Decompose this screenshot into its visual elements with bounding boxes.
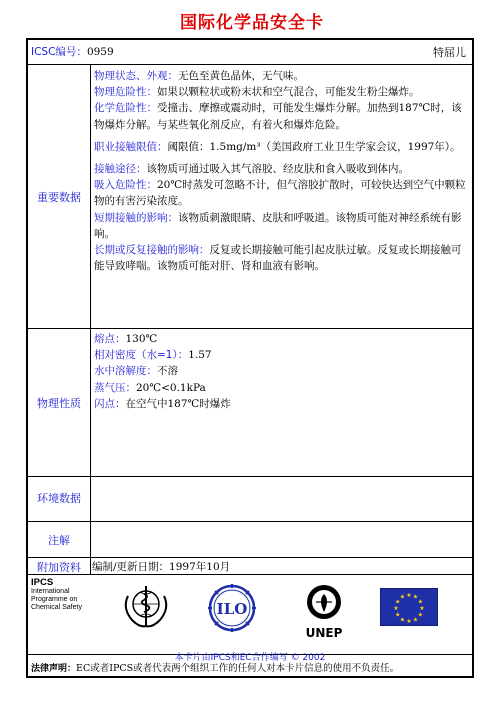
item-long-term: 长期或反复接触的影响：反复或长期接触可能引起皮肤过敏。反复或长期接触可能导致哮喘。该物质可能对肝、肾和血液有影响。 [94, 244, 462, 273]
rule [28, 557, 472, 558]
svg-text:★: ★ [406, 618, 412, 625]
section-label-environment: 环境数据 [37, 492, 81, 505]
item-appearance: 物理状态、外观：无色至黄色晶体，无气味。 [94, 70, 304, 82]
svg-text:★: ★ [395, 598, 401, 606]
ipcs-line: Chemical Safety [31, 604, 82, 611]
item-chemical-hazard: 化学危险性：受撞击、摩擦或震动时，可能发生爆炸分解。加热到187℃时，该物爆炸分解。与某些氧化剂反应，有着火和爆炸危险。 [94, 102, 462, 131]
column-divider [90, 64, 91, 574]
svg-text:★: ★ [406, 592, 412, 599]
rule [28, 328, 472, 329]
who-emblem-icon [120, 582, 172, 632]
cooperation-caption: 本卡片由IPCS和EC合作编写 © 2002 [174, 653, 326, 663]
section-label-extra: 附加资料 [37, 561, 81, 574]
ipcs-block [31, 579, 82, 612]
legal-statement [31, 660, 399, 674]
item-vapor-pressure: 蒸气压：20℃<0.1kPa [94, 381, 206, 394]
ilo-text: ILO [216, 600, 248, 618]
unep-text: UNEP [305, 626, 343, 640]
physical-content [94, 331, 470, 412]
svg-text:★: ★ [417, 598, 423, 606]
rule [28, 476, 472, 477]
item-physical-hazard: 物理危险性：如果以颗粒状或粉末状和空气混合，可能发生粉尘爆炸。 [94, 86, 420, 99]
ipcs-line: Programme on [31, 596, 78, 603]
footer-logos [28, 574, 472, 663]
item-exposure-route: 接触途径：该物质可通过吸入其气溶胶、经皮肤和食入吸收到体内。 [94, 163, 409, 176]
legal-key: 法律声明： [31, 664, 77, 674]
svg-text:★: ★ [412, 616, 419, 624]
legal-text: EC或者IPCS或者代表两个组织工作的任何人对本卡片信息的使用不负责任。 [76, 663, 400, 674]
chemical-name: 特屈儿 [433, 46, 466, 59]
item-exposure-limit: 职业接触限值：阈限值：1.5mg/m³（美国政府工业卫生学家会议，1997年）。 [94, 140, 461, 153]
section-label-notes: 注解 [48, 534, 70, 547]
item-density: 相对密度（水=1）：1.57 [94, 349, 212, 362]
svg-text:★: ★ [417, 611, 423, 619]
important-content [94, 68, 470, 274]
icsc-number [31, 44, 114, 59]
extra-content: 编制/更新日期：1997年10月 [92, 561, 231, 573]
svg-text:★: ★ [399, 616, 406, 624]
eu-flag-icon [380, 588, 438, 626]
svg-text:★: ★ [393, 605, 399, 612]
rule [28, 64, 472, 65]
rule [28, 521, 472, 522]
svg-text:★: ★ [412, 593, 419, 601]
section-label-important: 重要数据 [37, 191, 81, 204]
card-title: 国际化学品安全卡 [180, 13, 324, 33]
icsc-value: 0959 [86, 46, 114, 58]
id-row [28, 40, 472, 64]
ipcs-line: International [31, 588, 70, 595]
icsc-label: ICSC编号： [31, 46, 87, 58]
item-melting-point: 熔点：130℃ [94, 333, 158, 345]
ipcs-title: IPCS [31, 577, 54, 588]
item-inhalation-risk: 吸入危险性：20℃时蒸发可忽略不计，但气溶胶扩散时，可较快达到空气中颗粒物的有害污染浓度。 [94, 179, 466, 208]
item-short-term: 短期接触的影响：该物质刺激眼睛、皮肤和呼吸道。该物质可能对神经系统有影响。 [94, 211, 462, 240]
unep-emblem-icon [300, 580, 348, 642]
item-flash-point: 闪点：在空气中187℃时爆炸 [94, 397, 231, 410]
legal-row [28, 654, 472, 680]
svg-text:★: ★ [399, 593, 406, 601]
svg-text:★: ★ [419, 605, 425, 612]
item-solubility: 水中溶解度：不溶 [94, 365, 178, 378]
ilo-emblem-icon [206, 582, 258, 634]
svg-text:★: ★ [395, 611, 401, 619]
card-frame [26, 38, 474, 678]
section-label-physical: 物理性质 [37, 397, 81, 410]
